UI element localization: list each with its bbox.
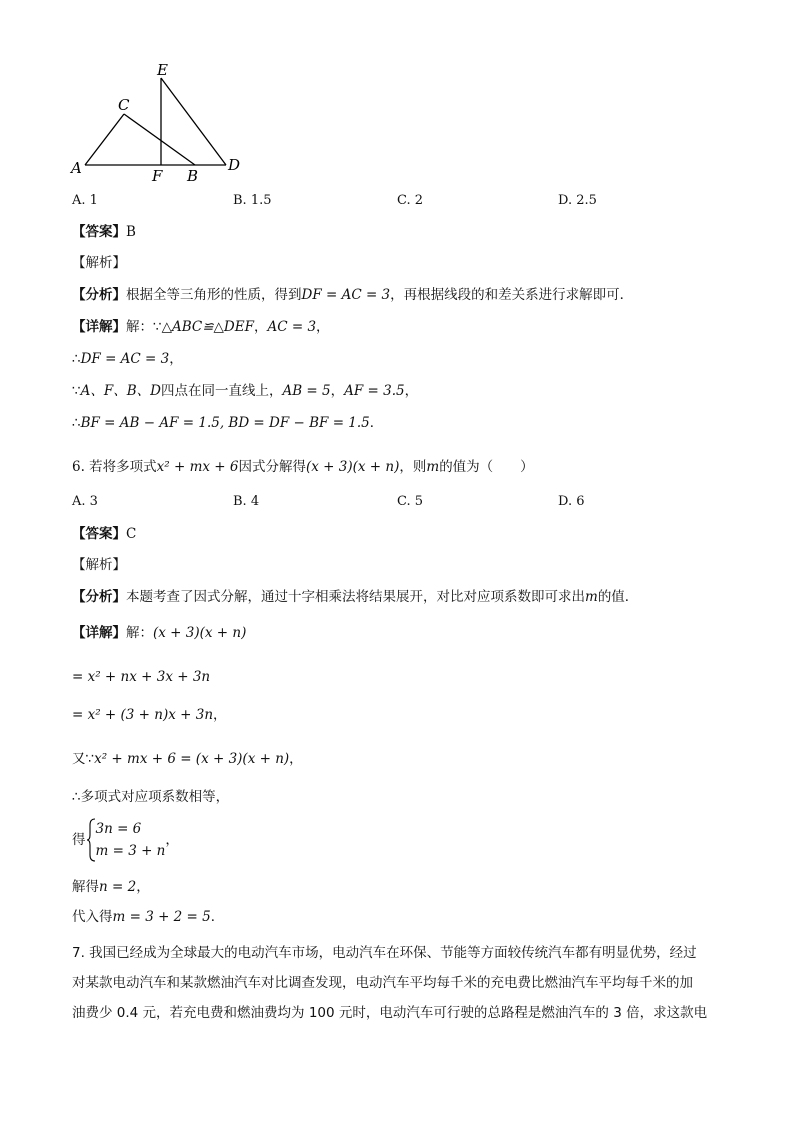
- detail-end: ，: [316, 319, 330, 335]
- solve-math: n = 2: [99, 879, 137, 895]
- answer-tag: 【答案】: [72, 224, 126, 240]
- fenxi-tag: 【分析】: [72, 589, 126, 605]
- detail-text: 解：∵: [126, 319, 162, 335]
- q6-option-a: A. 3: [72, 494, 98, 509]
- given-math: x² + mx + 6 = (x + 3)(x + n): [94, 751, 290, 767]
- answer-value: C: [126, 526, 137, 542]
- given-end: ，: [289, 751, 303, 767]
- q5-step2: [72, 382, 418, 400]
- step2-end: ，: [404, 383, 419, 399]
- step3-math: BF = AB − AF = 1.5, BD = DF − BF = 1.5: [80, 415, 370, 431]
- label-A: A: [71, 159, 82, 177]
- triangle-figure: [60, 55, 260, 190]
- segment-ED: [161, 78, 226, 165]
- system-eq2: m = 3 + n: [95, 843, 166, 859]
- q6-expand-line2: [72, 706, 227, 724]
- stem-text-3: ，则: [399, 459, 427, 475]
- q5-answer-line: [72, 223, 136, 241]
- q6-expand-line1: = x² + nx + 3x + 3n: [72, 669, 211, 685]
- q6-solve-line: [72, 878, 150, 896]
- stem-m: m: [426, 459, 440, 475]
- q5-step3: [72, 414, 383, 432]
- q7-line3: 油费少 0.4 元，若充电费和燃油费均为 100 元时，电动汽车可行驶的总路程是燃油汽车的 3 倍，求这款电: [72, 1005, 708, 1021]
- q6-system: [72, 818, 179, 862]
- q6-stem: [72, 458, 534, 476]
- system-eq1: 3n = 6: [95, 821, 142, 837]
- step2-math-af: AF = 3.5: [344, 383, 405, 399]
- detail-tag: 【详解】: [72, 319, 126, 335]
- detail-math: (x + 3)(x + n): [153, 625, 247, 641]
- given-text: 又∵: [72, 751, 95, 767]
- q5-option-c: C. 2: [397, 193, 424, 208]
- step1-math: DF = AC = 3: [80, 351, 170, 367]
- answer-value: B: [126, 224, 136, 240]
- step2-comma: ，: [330, 383, 345, 399]
- expand-math: = x² + (3 + n)x + 3n: [72, 707, 214, 723]
- label-B: B: [187, 167, 199, 185]
- q6-answer-line: [72, 525, 136, 543]
- label-F: F: [152, 167, 163, 185]
- step1-end: ，: [169, 351, 183, 367]
- system-end: ，: [165, 832, 179, 848]
- fenxi-tag: 【分析】: [72, 287, 126, 303]
- q5-analysis-tag: 【解析】: [72, 255, 126, 271]
- step2-text: 四点在同一直线上，: [160, 383, 283, 399]
- q7-line1: 7. 我国已经成为全球最大的电动汽车市场，电动汽车在环保、节能等方面较传统汽车都有明显优势，经过: [72, 945, 697, 961]
- system-equations: [96, 818, 166, 862]
- therefore-symbol: ∴: [72, 351, 81, 367]
- q6-given-line: [72, 750, 303, 768]
- solve-end: ，: [136, 879, 150, 895]
- fenxi-math: DF = AC = 3: [301, 287, 391, 303]
- step3-end: ．: [369, 415, 384, 431]
- stem-factorization: (x + 3)(x + n): [306, 459, 400, 475]
- q5-step1: [72, 350, 183, 368]
- detail-math-ac: AC = 3: [267, 319, 317, 335]
- therefore-symbol: ∴: [72, 415, 81, 431]
- stem-polynomial: x² + mx + 6: [156, 459, 239, 475]
- label-C: C: [118, 96, 130, 114]
- expand-end: ，: [213, 707, 227, 723]
- fenxi-text: 根据全等三角形的性质，得到: [126, 287, 302, 303]
- detail-text: 解：: [126, 625, 153, 641]
- step2-math-ab: AB = 5: [282, 383, 331, 399]
- detail-comma: ，: [253, 319, 268, 335]
- fenxi-text-end: 的值．: [597, 589, 639, 605]
- question-number: 6.: [72, 459, 90, 475]
- segment-CB: [124, 114, 195, 165]
- substitute-end: ．: [210, 909, 225, 925]
- q5-option-a: A. 1: [72, 193, 98, 208]
- stem-text-4: 的值为（ ）: [439, 459, 534, 475]
- step2-points: A、F、B、D: [80, 383, 161, 399]
- detail-math-congruence: △ABC≌△DEF: [161, 319, 254, 335]
- substitute-text: 代入得: [72, 909, 113, 925]
- label-D: D: [228, 156, 241, 174]
- q5-fenxi-line: [72, 286, 633, 304]
- because-symbol: ∵: [72, 383, 81, 399]
- q6-substitute-line: [72, 908, 224, 926]
- q6-option-d: D. 6: [558, 494, 585, 509]
- stem-text: 若将多项式: [89, 459, 157, 475]
- detail-tag: 【详解】: [72, 625, 126, 641]
- q6-fenxi-line: [72, 588, 638, 606]
- fenxi-text: 本题考查了因式分解，通过十字相乘法将结果展开，对比对应项系数即可求出: [126, 589, 585, 605]
- label-E: E: [157, 61, 168, 79]
- q5-option-d: D. 2.5: [558, 193, 597, 208]
- segment-AC: [85, 114, 124, 165]
- q5-detail-line: [72, 318, 330, 336]
- system-prefix: 得: [72, 832, 86, 848]
- q6-analysis-tag: 【解析】: [72, 557, 126, 573]
- brace-icon: [86, 818, 96, 862]
- stem-text-2: 因式分解得: [238, 459, 306, 475]
- substitute-math: m = 3 + 2 = 5: [112, 909, 211, 925]
- q5-option-b: B. 1.5: [233, 193, 272, 208]
- q6-option-c: C. 5: [397, 494, 424, 509]
- fenxi-m: m: [585, 589, 598, 605]
- solve-text: 解得: [72, 879, 99, 895]
- fenxi-text-end: ，再根据线段的和差关系进行求解即可．: [390, 287, 634, 303]
- q7-line2: 对某款电动汽车和某款燃油汽车对比调查发现，电动汽车平均每千米的充电费比燃油汽车平均每千米的加: [72, 975, 693, 991]
- q6-coef-line: ∴多项式对应项系数相等，: [72, 789, 230, 805]
- q6-detail-line: [72, 624, 246, 642]
- q6-option-b: B. 4: [233, 494, 260, 509]
- answer-tag: 【答案】: [72, 526, 126, 542]
